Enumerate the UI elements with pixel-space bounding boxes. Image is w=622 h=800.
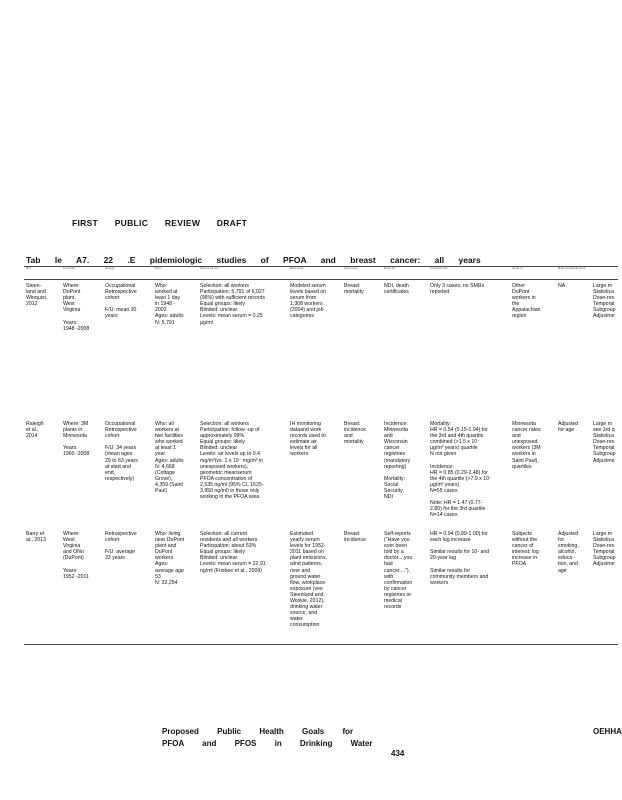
table-bottom-rule (24, 644, 618, 645)
table-caption: Tab le A7. 22 .E pidemiologic studies of PFOA and breast cancer: all years (26, 255, 481, 265)
table-cell: Breast: mortality (344, 283, 364, 296)
table-cell: Where: West Virginia and Ohio (DuPont) Years: 1952 -2011 (63, 531, 89, 580)
table-cell: Breast: incidence (344, 531, 366, 544)
column-header: Loca tion (63, 266, 76, 270)
footer-title-line1: Proposed Public Health Goals for (162, 727, 354, 736)
table-cell: Selection: all workers Participation: follow -up of approximately 99% Equal groups: likely Blinded: unclear Levels: air levels up to 0.4 mg/m³(vs. 1 x 10⁻ mg/m³ in unexposed workers), geometric meanserum PFOA concentration of 2,535 ng/ml (95% CI, 1625- 3,950 ng/ml) in those only working in the PFOA area (200, 421, 264, 501)
draft-label: FIRST PUBLIC REVIEW DRAFT (72, 218, 248, 228)
table-cell: Minnesota cancer rates and unexposed workers (3M workers in Saint Paul), quartiles (512, 421, 541, 470)
table-cell: Modeled serum levels based on serum from 1,308 workers (2004) and job categories (290, 283, 327, 320)
footer-org: OEHHA (593, 727, 622, 736)
column-header: Ref (26, 266, 31, 270)
table-cell: Incidence: Minnesota and Wisconsin cancer registries (mandatory reporting) Mortality: Social Security, NDI (384, 421, 411, 501)
table-cell: Steen- land and Winquist, 2012 (26, 283, 48, 308)
table-header (0, 267, 618, 277)
table-cell: Mortality: HR = 0.54 (0.15-1.94) for the 3rd and 4th quartile combined (>1.5 x 10⁻ µg/m³ years) quartile N not given Incidence: HR = 0.85 (0.29-2.48) for the 4th quartile (>7.9 x 10⁻ µg/m³ years) N=55 cases Note: HR = 1.47 (0.77- 2.80) for the 3rd quartile N=14 cases (430, 421, 492, 519)
table-cell: Self-reports ("Have you ever been told by a doctor....you had cancer...."), with confirmation by cancer registries or medical records (384, 531, 413, 611)
table-cell: Adjusted for age (558, 421, 579, 434)
table-cell: Who: all workers at two facilities who worked at least 1 year Ages: adults N: 4,668 (Cottage Grove), 4,359 (Saint Paul) (155, 421, 184, 495)
column-header: Bi as and limita tions (558, 266, 586, 270)
column-header: Pa rt (155, 266, 162, 270)
table-row (0, 283, 618, 418)
column-header: Part ici pa tion (200, 266, 220, 270)
page-number: 434 (391, 749, 405, 758)
column-header: Contr ol (512, 266, 523, 270)
table-cell: Occupational Retrospective cohort F/U: 34 years (mean ages 29 to 63 years at start and end, respectively) (105, 421, 138, 482)
column-header: Design (105, 266, 115, 270)
table-cell: Who: worked at least 1 day in 1948 - 2002 Ages: adults N: 5,791 (155, 283, 184, 326)
table-cell: Subjects without the cancer of interest; log increase in PFOA (512, 531, 539, 568)
column-header: Compa ri son (430, 266, 448, 270)
table-cell: Who: living near DuPont plant and DuPont workers Ages: average age 53 N: 32,254 (155, 531, 185, 586)
table-cell: Large m Statistica Dose-res Temporal Subgroup Adjustme (593, 531, 616, 568)
table-cell: Other DuPont workers in the Appalachian region (512, 283, 541, 320)
table-cell: Breast: incidence and mortality (344, 421, 366, 446)
table-cell: Barry et al., 2013 (26, 531, 46, 544)
table-cell: NDI, death certificates (384, 283, 409, 296)
table-cell: Only 3 cases, no SMRs reported (430, 283, 485, 296)
table-cell: Large m see 3rd q Statistica Dose-res Temporal Subgroup Adjustme (593, 421, 616, 464)
column-header: Expo sure (290, 266, 304, 270)
table-cell: Adjusted for smoking, alcohol, educa - tion, and age (558, 531, 579, 574)
table-cell: HR = 0.94 (0.89-1.00) for each log increase Similar results for 10- and 20-year lag Similar results for community members and workers (430, 531, 490, 586)
table-cell: Selection: all current residents and all workers Participation: about 53% Equal groups: likely Blinded: unclear Levels: mean serum = 22.91 ng/ml (Frisbee et al., 2009) (200, 531, 266, 574)
table-cell: Where: 3M plants in Minnesota Years: 1960 -2008 (63, 421, 90, 458)
table-row (0, 421, 618, 529)
column-header: Outc ome (344, 266, 358, 270)
table-header-rule (24, 279, 618, 280)
table-cell: IH monitoring dataand work records used to estimate air levels for all workers (290, 421, 326, 458)
table-cell: NA (558, 283, 566, 289)
table-cell: Raleigh et al., 2014 (26, 421, 44, 440)
table-cell: Large m Statistica Dose-res Temporal Subgroup Adjustme (593, 283, 616, 320)
footer-title-line2: PFOA and PFOS in Drinking Water (162, 739, 373, 748)
table-cell: Where: DuPont plant, West Virginia Years: 1948 -2008 (63, 283, 90, 332)
table-cell: Retrospective cohort F/U: average 33 years (105, 531, 137, 562)
table-cell: Occupational Retrospective cohort F/U: mean 30 years (105, 283, 137, 320)
column-header: Resu lts (384, 266, 395, 270)
table-row (0, 531, 618, 643)
table-cell: Selection: all workers Participation: 5,791 of 6,027 (96%) with sufficient records Equal groups: likely Blinded: unclear Levels: mean serum = 0.25 µg/ml (200, 283, 266, 326)
table-cell: Estimated yearly serum levels for 1952- 2011 based on plant emissions, wind patterns, river and ground water flow, workplace exposure (see Steenland and Woskie, 2012), drinking water source, and water consumption (290, 531, 328, 629)
